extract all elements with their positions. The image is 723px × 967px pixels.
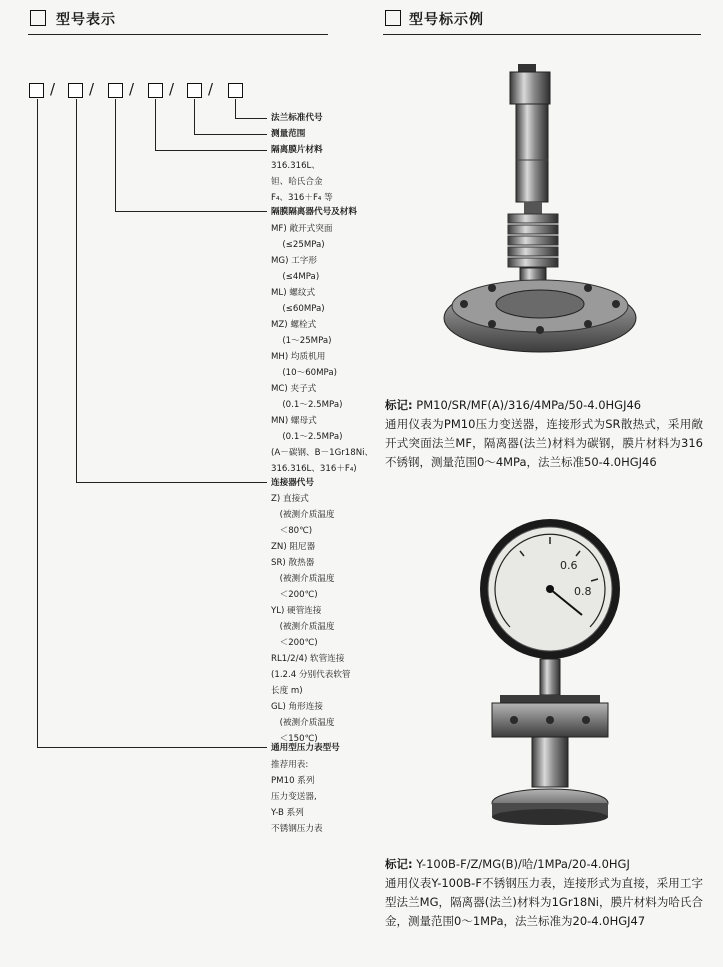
leader-line bbox=[115, 99, 116, 212]
diaphragm-gauge-photo bbox=[470, 517, 630, 827]
example1-code: PM10/SR/MF(A)/316/4MPa/50-4.0HGJ46 bbox=[416, 398, 642, 412]
code-slash: / bbox=[89, 80, 95, 98]
pressure-transmitter-photo bbox=[440, 50, 640, 372]
code-slash: / bbox=[129, 80, 135, 98]
isolator-option: (10～60MPa) bbox=[271, 368, 337, 378]
gauge-model-label: 通用型压力表型号 bbox=[271, 743, 340, 753]
connector-option: ＜80℃) bbox=[271, 526, 313, 536]
example1-caption bbox=[385, 396, 703, 472]
leader-line bbox=[76, 482, 267, 483]
code-box-flange bbox=[228, 83, 243, 98]
diaphragm-option: 钽、哈氏合金 bbox=[271, 177, 323, 187]
flange-standard-label: 法兰标准代号 bbox=[271, 113, 323, 123]
isolator-option: MG) 工字形 bbox=[271, 256, 317, 266]
code-box-range bbox=[187, 83, 202, 98]
recommended-label: 推荐用表: bbox=[271, 760, 309, 770]
connector-option: YL) 硬管连接 bbox=[271, 606, 322, 616]
connector-option: 长度 m) bbox=[271, 686, 303, 696]
connector-code-label: 连接器代号 bbox=[271, 478, 314, 488]
model-notation-header bbox=[28, 8, 328, 35]
connector-option: RL1/2/4) 软管连接 bbox=[271, 654, 345, 664]
isolator-option: MN) 螺母式 bbox=[271, 416, 317, 426]
recommended-item: PM10 系列 bbox=[271, 776, 315, 786]
diaphragm-option: 316.316L、 bbox=[271, 161, 320, 171]
isolator-option: (0.1～2.5MPa) bbox=[271, 432, 343, 442]
example1-title: 标记: bbox=[385, 398, 413, 412]
code-box-isolator bbox=[108, 83, 123, 98]
leader-line bbox=[155, 150, 267, 151]
recommended-item: Y-B 系列 bbox=[271, 808, 304, 818]
code-box-diaphragm bbox=[148, 83, 163, 98]
isolator-option: (0.1～2.5MPa) bbox=[271, 400, 343, 410]
gauge-dial-label: 0.6 bbox=[560, 559, 578, 572]
header-box-icon bbox=[385, 10, 401, 26]
code-box-connection bbox=[68, 83, 83, 98]
isolator-option: ML) 螺纹式 bbox=[271, 288, 316, 298]
header-box-icon bbox=[30, 10, 46, 26]
range-label: 测量范围 bbox=[271, 129, 306, 139]
leader-line bbox=[235, 99, 236, 118]
isolator-material-note: 316.316L、316＋F₄) bbox=[271, 464, 357, 474]
leader-line bbox=[37, 99, 38, 747]
leader-line bbox=[194, 134, 267, 135]
isolator-code-label: 隔膜隔离器代号及材料 bbox=[271, 207, 357, 217]
connector-option: (被测介质温度 bbox=[271, 718, 335, 728]
example2-code: Y-100B-F/Z/MG(B)/哈/1MPa/20-4.0HGJ bbox=[416, 857, 630, 871]
diaphragm-option: F₄、316＋F₄ 等 bbox=[271, 193, 333, 203]
isolator-option: (≤60MPa) bbox=[271, 304, 325, 314]
example2-caption bbox=[385, 855, 703, 931]
gauge-dial-label: 0.8 bbox=[574, 585, 592, 598]
leader-line bbox=[155, 99, 156, 151]
model-notation-title: 型号表示 bbox=[56, 12, 116, 28]
isolator-option: MC) 夹子式 bbox=[271, 384, 317, 394]
leader-line bbox=[37, 747, 267, 748]
connector-option: (1.2.4 分别代表软管 bbox=[271, 670, 351, 680]
leader-line bbox=[235, 118, 267, 119]
model-example-title: 型号标示例 bbox=[409, 12, 484, 28]
model-example-header bbox=[383, 8, 701, 35]
connector-option: ＜150℃) bbox=[271, 734, 318, 744]
example1-body: 通用仪表为PM10压力变送器，连接形式为SR散热式，采用敞开式突面法兰MF，隔离器(法兰)材料为碳钢，膜片材料为316不锈钢，测量范围0～4MPa，法兰标准50-4.0HGJ46 bbox=[385, 417, 703, 469]
isolator-option: (≤4MPa) bbox=[271, 272, 320, 282]
isolator-option: (1～25MPa) bbox=[271, 336, 332, 346]
recommended-item: 压力变送器, bbox=[271, 792, 317, 802]
code-slash: / bbox=[208, 80, 214, 98]
connector-option: ＜200℃) bbox=[271, 638, 318, 648]
isolator-option: MZ) 螺栓式 bbox=[271, 320, 317, 330]
example2-body: 通用仪表Y-100B-F不锈钢压力表，连接形式为直接，采用工字型法兰MG，隔离器(法兰)材料为1Gr18Ni，膜片材料为哈氏合金，测量范围0～1MPa，法兰标准为20-4.0HGJ47 bbox=[385, 876, 703, 928]
connector-option: (被测介质温度 bbox=[271, 510, 335, 520]
isolator-option: (≤25MPa) bbox=[271, 240, 325, 250]
connector-option: ZN) 阻尼器 bbox=[271, 542, 316, 552]
isolator-option: MH) 均质机用 bbox=[271, 352, 326, 362]
diaphragm-material-label: 隔离膜片材料 bbox=[271, 145, 323, 155]
code-slash: / bbox=[50, 80, 56, 98]
connector-option: (被测介质温度 bbox=[271, 622, 335, 632]
leader-line bbox=[194, 99, 195, 135]
code-box-connector bbox=[29, 83, 44, 98]
leader-line bbox=[115, 211, 267, 212]
connector-option: GL) 角形连接 bbox=[271, 702, 323, 712]
recommended-item: 不锈钢压力表 bbox=[271, 824, 323, 834]
connector-option: (被测介质温度 bbox=[271, 574, 335, 584]
example2-title: 标记: bbox=[385, 857, 413, 871]
connector-option: SR) 散热器 bbox=[271, 558, 315, 568]
connector-option: ＜200℃) bbox=[271, 590, 318, 600]
code-slash: / bbox=[169, 80, 175, 98]
isolator-material-note: (A－碳钢、B－1Gr18Ni、 bbox=[271, 448, 374, 458]
connector-option: Z) 直接式 bbox=[271, 494, 309, 504]
isolator-option: MF) 敞开式突面 bbox=[271, 224, 333, 234]
leader-line bbox=[76, 99, 77, 482]
